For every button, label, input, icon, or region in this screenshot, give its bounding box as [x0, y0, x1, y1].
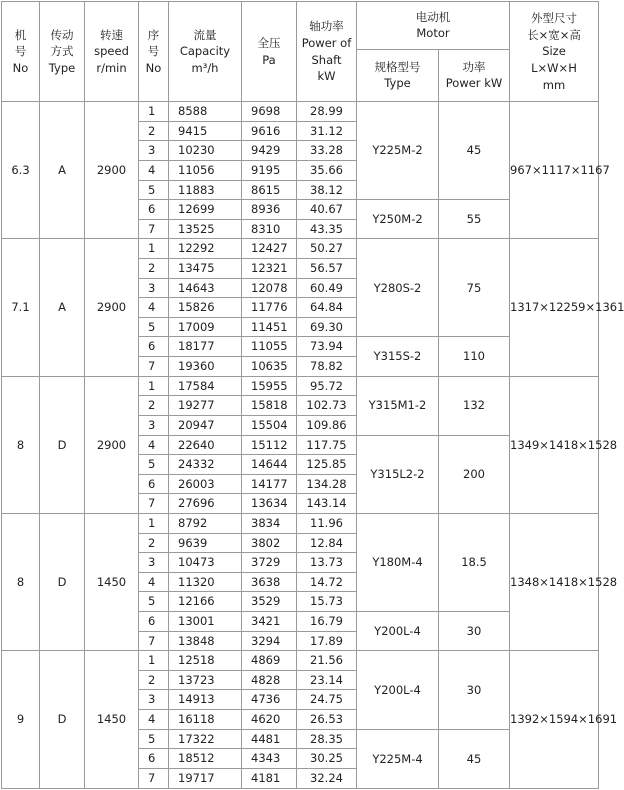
capacity-cell: 24332	[169, 455, 242, 475]
header-line: 全压	[257, 35, 281, 50]
shaft-power-cell: 73.94	[297, 337, 357, 357]
shaft-power-cell: 143.14	[297, 494, 357, 514]
header-line: L×W×H	[531, 60, 577, 75]
shaft-power-cell: 23.14	[297, 670, 357, 690]
motor-power-cell: 30	[439, 651, 510, 729]
header-line: 轴功率	[309, 19, 344, 34]
shaft-power-cell: 14.72	[297, 572, 357, 592]
pressure-cell: 3294	[242, 631, 297, 651]
header-line: Capacity	[179, 44, 231, 59]
shaft-power-cell: 26.53	[297, 710, 357, 730]
pressure-cell: 11055	[242, 337, 297, 357]
motor-type-cell: Y250M-2	[357, 200, 439, 239]
motor-power-cell: 132	[439, 376, 510, 435]
motor-type-cell: Y280S-2	[357, 239, 439, 337]
pressure-cell: 14177	[242, 474, 297, 494]
drive-type-cell: A	[40, 239, 85, 376]
capacity-cell: 13001	[169, 612, 242, 632]
header-line: Type	[384, 76, 411, 91]
seq-cell: 5	[139, 592, 169, 612]
shaft-power-cell: 13.73	[297, 553, 357, 573]
seq-cell: 4	[139, 435, 169, 455]
shaft-power-cell: 28.99	[297, 102, 357, 122]
capacity-cell: 17009	[169, 317, 242, 337]
capacity-cell: 8792	[169, 513, 242, 533]
shaft-power-cell: 125.85	[297, 455, 357, 475]
seq-cell: 2	[139, 396, 169, 416]
capacity-cell: 22640	[169, 435, 242, 455]
shaft-power-cell: 95.72	[297, 376, 357, 396]
seq-cell: 3	[139, 278, 169, 298]
header-line: 序	[147, 27, 160, 42]
header-line: 方式	[50, 44, 74, 59]
pressure-cell: 4343	[242, 749, 297, 769]
pressure-cell: 8310	[242, 219, 297, 239]
pressure-cell: 3802	[242, 533, 297, 553]
header-line: Pa	[262, 52, 276, 67]
pressure-cell: 13634	[242, 494, 297, 514]
pressure-cell: 12321	[242, 259, 297, 279]
capacity-cell: 19717	[169, 768, 242, 788]
header-line: Size	[542, 44, 566, 59]
drive-type-cell: D	[40, 651, 85, 789]
shaft-power-cell: 60.49	[297, 278, 357, 298]
capacity-cell: 12292	[169, 239, 242, 259]
header-line: r/min	[96, 60, 127, 75]
motor-power-cell: 75	[439, 239, 510, 337]
header-line: No	[12, 60, 29, 75]
motor-type-cell: Y180M-4	[357, 513, 439, 611]
seq-cell: 2	[139, 533, 169, 553]
seq-cell: 1	[139, 239, 169, 259]
seq-cell: 2	[139, 259, 169, 279]
seq-cell: 5	[139, 455, 169, 475]
header-drive-type	[40, 2, 85, 102]
speed-cell: 2900	[85, 102, 139, 239]
table-row	[2, 239, 599, 259]
capacity-cell: 17584	[169, 376, 242, 396]
motor-type-cell: Y225M-4	[357, 729, 439, 788]
machine-no-cell: 6.3	[2, 102, 40, 239]
size-cell: 1349×1418×1528	[510, 376, 599, 513]
header-row	[2, 2, 599, 50]
capacity-cell: 12518	[169, 651, 242, 671]
pressure-cell: 3638	[242, 572, 297, 592]
capacity-cell: 15826	[169, 298, 242, 318]
seq-cell: 1	[139, 513, 169, 533]
seq-cell: 3	[139, 141, 169, 161]
pressure-cell: 10635	[242, 357, 297, 377]
shaft-power-cell: 43.35	[297, 219, 357, 239]
seq-cell: 7	[139, 357, 169, 377]
drive-type-cell: A	[40, 102, 85, 239]
pressure-cell: 4481	[242, 729, 297, 749]
shaft-power-cell: 102.73	[297, 396, 357, 416]
shaft-power-cell: 38.12	[297, 180, 357, 200]
pressure-cell: 14644	[242, 455, 297, 475]
size-cell: 1348×1418×1528	[510, 513, 599, 650]
header-line: Motor	[416, 26, 450, 41]
seq-cell: 5	[139, 180, 169, 200]
motor-type-cell: Y315M1-2	[357, 376, 439, 435]
capacity-cell: 27696	[169, 494, 242, 514]
seq-cell: 2	[139, 670, 169, 690]
shaft-power-cell: 15.73	[297, 592, 357, 612]
pressure-cell: 12427	[242, 239, 297, 259]
header-line: 功率	[462, 59, 486, 74]
seq-cell: 3	[139, 553, 169, 573]
capacity-cell: 11056	[169, 161, 242, 181]
header-speed	[85, 2, 139, 102]
seq-cell: 4	[139, 572, 169, 592]
shaft-power-cell: 117.75	[297, 435, 357, 455]
pressure-cell: 15112	[242, 435, 297, 455]
fan-spec-table	[1, 1, 624, 789]
shaft-power-cell: 31.12	[297, 121, 357, 141]
shaft-power-cell: 12.84	[297, 533, 357, 553]
drive-type-cell: D	[40, 513, 85, 650]
seq-cell: 4	[139, 298, 169, 318]
pressure-cell: 11776	[242, 298, 297, 318]
shaft-power-cell: 56.57	[297, 259, 357, 279]
pressure-cell: 9429	[242, 141, 297, 161]
header-line: speed	[94, 44, 129, 59]
seq-cell: 7	[139, 768, 169, 788]
pressure-cell: 8936	[242, 200, 297, 220]
seq-cell: 3	[139, 690, 169, 710]
seq-cell: 7	[139, 494, 169, 514]
motor-type-cell: Y225M-2	[357, 102, 439, 200]
table-body	[2, 2, 624, 789]
pressure-cell: 8615	[242, 180, 297, 200]
pressure-cell: 3834	[242, 513, 297, 533]
header-line: m³/h	[191, 60, 219, 75]
size-cell: 1317×12259×1361	[510, 239, 599, 376]
seq-cell: 6	[139, 200, 169, 220]
pressure-cell: 9195	[242, 161, 297, 181]
table-row	[2, 376, 599, 396]
header-line: No	[145, 60, 162, 75]
pressure-cell: 4828	[242, 670, 297, 690]
header-capacity	[169, 2, 242, 102]
seq-cell: 3	[139, 415, 169, 435]
machine-no-cell: 9	[2, 651, 40, 789]
pressure-cell: 4181	[242, 768, 297, 788]
capacity-cell: 10230	[169, 141, 242, 161]
speed-cell: 1450	[85, 513, 139, 650]
capacity-cell: 14643	[169, 278, 242, 298]
machine-no-cell: 8	[2, 376, 40, 513]
seq-cell: 6	[139, 612, 169, 632]
seq-cell: 2	[139, 121, 169, 141]
seq-cell: 6	[139, 474, 169, 494]
size-cell: 1392×1594×1691	[510, 651, 599, 789]
header-line: 流量	[193, 27, 217, 42]
drive-type-cell: D	[40, 376, 85, 513]
header-line: Shaft	[311, 52, 342, 67]
shaft-power-cell: 69.30	[297, 317, 357, 337]
shaft-power-cell: 78.82	[297, 357, 357, 377]
machine-no-cell: 8	[2, 513, 40, 650]
shaft-power-cell: 134.28	[297, 474, 357, 494]
motor-type-cell: Y200L-4	[357, 651, 439, 729]
capacity-cell: 17322	[169, 729, 242, 749]
shaft-power-cell: 40.67	[297, 200, 357, 220]
capacity-cell: 19360	[169, 357, 242, 377]
shaft-power-cell: 64.84	[297, 298, 357, 318]
motor-type-cell: Y315L2-2	[357, 435, 439, 513]
speed-cell: 2900	[85, 376, 139, 513]
motor-power-cell: 55	[439, 200, 510, 239]
pressure-cell: 4620	[242, 710, 297, 730]
speed-cell: 1450	[85, 651, 139, 789]
shaft-power-cell: 24.75	[297, 690, 357, 710]
shaft-power-cell: 17.89	[297, 631, 357, 651]
speed-cell: 2900	[85, 239, 139, 376]
capacity-cell: 18177	[169, 337, 242, 357]
machine-no-cell: 7.1	[2, 239, 40, 376]
capacity-cell: 14913	[169, 690, 242, 710]
capacity-cell: 20947	[169, 415, 242, 435]
capacity-cell: 16118	[169, 710, 242, 730]
header-line: Power of	[301, 35, 352, 50]
capacity-cell: 9415	[169, 121, 242, 141]
motor-power-cell: 200	[439, 435, 510, 513]
seq-cell: 1	[139, 102, 169, 122]
seq-cell: 6	[139, 337, 169, 357]
capacity-cell: 11320	[169, 572, 242, 592]
header-line: kW	[317, 69, 336, 84]
seq-cell: 7	[139, 631, 169, 651]
header-shaft-power	[297, 2, 357, 102]
shaft-power-cell: 30.25	[297, 749, 357, 769]
capacity-cell: 26003	[169, 474, 242, 494]
pressure-cell: 9698	[242, 102, 297, 122]
header-line: 转速	[100, 27, 123, 42]
capacity-cell: 19277	[169, 396, 242, 416]
shaft-power-cell: 28.35	[297, 729, 357, 749]
header-line: 规格型号	[374, 59, 421, 74]
pressure-cell: 15818	[242, 396, 297, 416]
header-line: mm	[542, 77, 566, 92]
seq-cell: 1	[139, 376, 169, 396]
motor-power-cell: 30	[439, 612, 510, 651]
header-line: 传动	[50, 27, 74, 42]
seq-cell: 7	[139, 219, 169, 239]
motor-type-cell: Y200L-4	[357, 612, 439, 651]
shaft-power-cell: 16.79	[297, 612, 357, 632]
seq-cell: 5	[139, 317, 169, 337]
table-row	[2, 102, 599, 122]
header-motor	[357, 2, 510, 50]
header-line: Power kW	[445, 76, 503, 91]
shaft-power-cell: 33.28	[297, 141, 357, 161]
table-row	[2, 513, 599, 533]
pressure-cell: 15504	[242, 415, 297, 435]
seq-cell: 5	[139, 729, 169, 749]
motor-power-cell: 18.5	[439, 513, 510, 611]
pressure-cell: 9616	[242, 121, 297, 141]
capacity-cell: 13848	[169, 631, 242, 651]
seq-cell: 4	[139, 161, 169, 181]
header-motor-power	[439, 49, 510, 102]
seq-cell: 4	[139, 710, 169, 730]
capacity-cell: 13475	[169, 259, 242, 279]
shaft-power-cell: 35.66	[297, 161, 357, 181]
header-line: 号	[14, 44, 27, 59]
capacity-cell: 10473	[169, 553, 242, 573]
pressure-cell: 11451	[242, 317, 297, 337]
motor-type-cell: Y315S-2	[357, 337, 439, 376]
size-cell: 967×1117×1167	[510, 102, 599, 239]
header-motor-type	[357, 49, 439, 102]
motor-power-cell: 45	[439, 729, 510, 788]
header-line: Type	[48, 60, 76, 75]
pressure-cell: 3421	[242, 612, 297, 632]
pressure-cell: 3729	[242, 553, 297, 573]
header-seq-no	[139, 2, 169, 102]
shaft-power-cell: 11.96	[297, 513, 357, 533]
pressure-cell: 4869	[242, 651, 297, 671]
shaft-power-cell: 21.56	[297, 651, 357, 671]
pressure-cell: 4736	[242, 690, 297, 710]
capacity-cell: 18512	[169, 749, 242, 769]
seq-cell: 1	[139, 651, 169, 671]
capacity-cell: 11883	[169, 180, 242, 200]
table-row	[2, 651, 599, 671]
motor-power-cell: 110	[439, 337, 510, 376]
header-line: 外型尺寸	[531, 10, 577, 25]
capacity-cell: 9639	[169, 533, 242, 553]
shaft-power-cell: 109.86	[297, 415, 357, 435]
capacity-cell: 12699	[169, 200, 242, 220]
capacity-cell: 13723	[169, 670, 242, 690]
header-pressure	[242, 2, 297, 102]
header-line: 长×宽×高	[527, 27, 581, 42]
capacity-cell: 13525	[169, 219, 242, 239]
capacity-cell: 8588	[169, 102, 242, 122]
capacity-cell: 12166	[169, 592, 242, 612]
header-size	[510, 2, 599, 102]
header-line: 机	[14, 27, 27, 42]
header-line: 电动机	[415, 9, 451, 24]
header-machine-no	[2, 2, 40, 102]
header-line: 号	[147, 44, 160, 59]
shaft-power-cell: 50.27	[297, 239, 357, 259]
shaft-power-cell: 32.24	[297, 768, 357, 788]
seq-cell: 6	[139, 749, 169, 769]
motor-power-cell: 45	[439, 102, 510, 200]
pressure-cell: 3529	[242, 592, 297, 612]
pressure-cell: 15955	[242, 376, 297, 396]
pressure-cell: 12078	[242, 278, 297, 298]
